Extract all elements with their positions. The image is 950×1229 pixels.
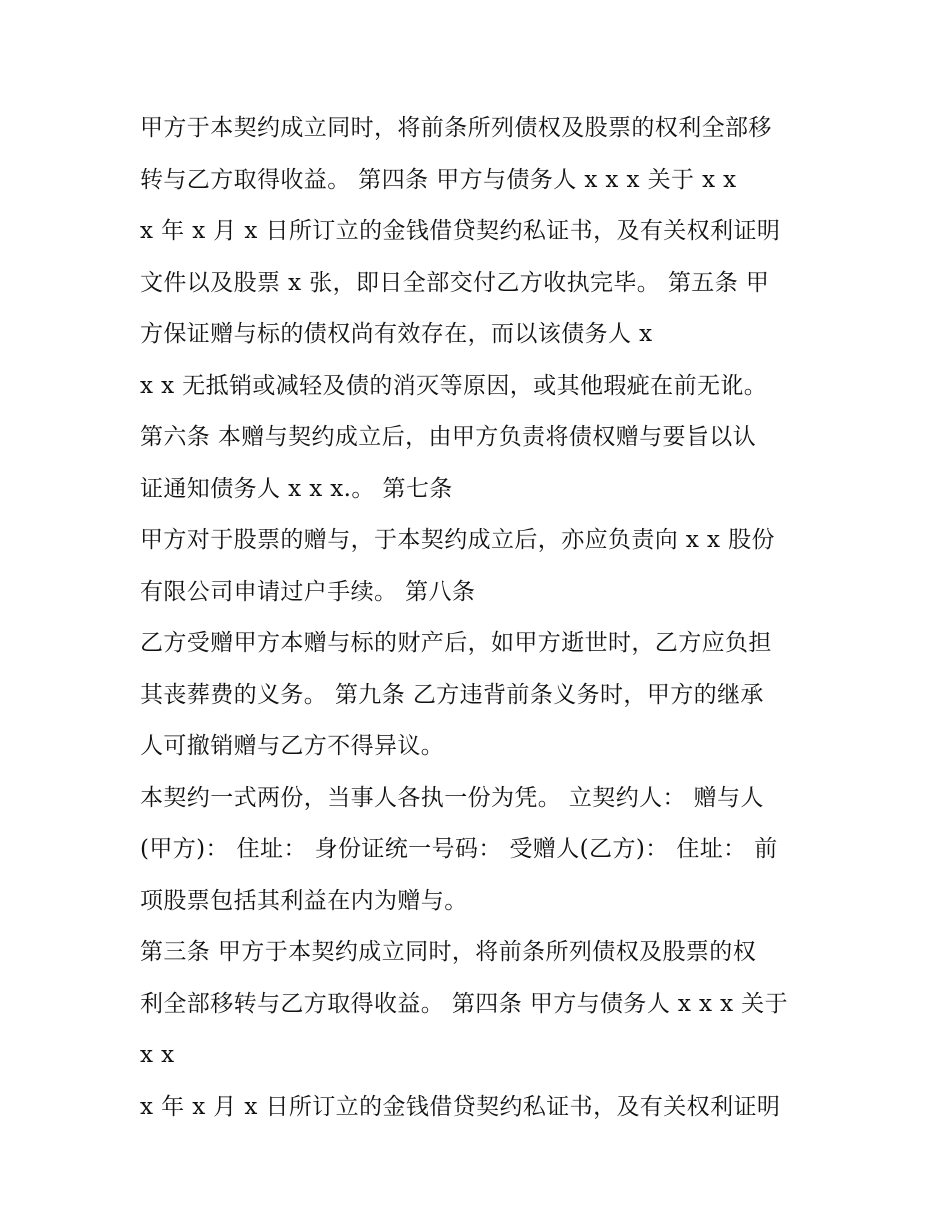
text-line: 转与乙方取得收益。 第四条 甲方与债务人 x x x 关于 x x bbox=[140, 166, 737, 193]
text-line: (甲方)： 住址： 身份证统一号码： 受赠人(乙方)： 住址： 前 bbox=[140, 836, 778, 862]
text-line: 甲方对于股票的赠与，于本契约成立后，亦应负责向 x x 股份 bbox=[140, 527, 775, 553]
text-line: x x bbox=[140, 1042, 175, 1068]
text-line: 乙方受赠甲方本赠与标的财产后，如甲方逝世时，乙方应负担 bbox=[140, 630, 772, 656]
text-line: x x 无抵销或减轻及债的消灭等原因，或其他瑕疵在前无讹。 bbox=[140, 372, 768, 399]
document-body bbox=[140, 103, 820, 1133]
text-line: 文件以及股票 x 张，即日全部交付乙方收执完毕。 第五条 甲 bbox=[140, 269, 770, 296]
text-line: 第六条 本赠与契约成立后，由甲方负责将债权赠与要旨以认 bbox=[140, 424, 757, 450]
text-line: 甲方于本契约成立同时，将前条所列债权及股票的权利全部移 bbox=[140, 115, 772, 141]
text-line: 有限公司申请过户手续。 第八条 bbox=[140, 578, 476, 605]
text-line: 方保证赠与标的债权尚有效存在，而以该债务人 x bbox=[140, 321, 653, 347]
text-line: 本契约一式两份，当事人各执一份为凭。 立契约人： 赠与人 bbox=[140, 784, 764, 811]
text-line: x 年 x 月 x 日所订立的金钱借贷契约私证书，及有关权利证明 bbox=[140, 1093, 781, 1120]
text-line: 项股票包括其利益在内为赠与。 bbox=[140, 887, 468, 914]
text-line: x 年 x 月 x 日所订立的金钱借贷契约私证书，及有关权利证明 bbox=[140, 218, 781, 244]
text-line: 第三条 甲方于本契约成立同时，将前条所列债权及股票的权 bbox=[140, 939, 757, 965]
text-line: 证通知债务人 x x x.。 第七条 bbox=[140, 475, 453, 502]
text-line: 人可撤销赠与乙方不得异议。 bbox=[140, 733, 445, 759]
text-line: 其丧葬费的义务。 第九条 乙方违背前条义务时，甲方的继承 bbox=[140, 681, 764, 708]
text-line: 利全部移转与乙方取得收益。 第四条 甲方与债务人 x x x 关于 bbox=[140, 990, 788, 1017]
